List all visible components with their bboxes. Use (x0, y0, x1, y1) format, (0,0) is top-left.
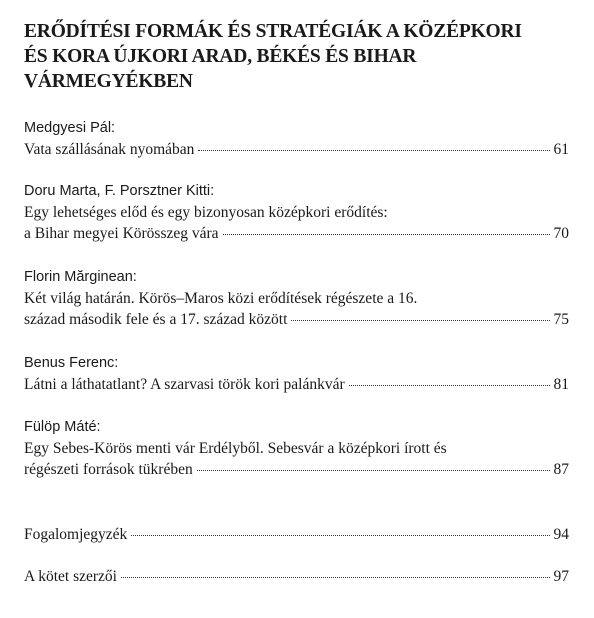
toc-author: Doru Marta, F. Porsztner Kitti: (24, 183, 215, 199)
toc-page-number: 94 (553, 526, 569, 543)
toc-entry-marginean[interactable] (24, 267, 569, 330)
toc-title-text: A kötet szerzői (24, 568, 117, 585)
toc-title-line (24, 139, 569, 160)
toc-page-number: 87 (553, 461, 569, 478)
toc-author: Benus Ferenc: (24, 355, 119, 371)
dot-leader (291, 320, 549, 321)
toc-page-number: 75 (553, 311, 569, 328)
toc-page-number: 61 (553, 141, 569, 158)
toc-title-line (24, 524, 569, 545)
toc-author: Medgyesi Pál: (24, 120, 116, 136)
toc-title-text: Vata szállásának nyomában (24, 141, 195, 158)
toc-title-line: Két világ határán. Körös–Maros közi erődítések régészete a 16. (24, 290, 418, 307)
toc-title-line (24, 374, 569, 395)
dot-leader (198, 150, 549, 151)
toc-title-text: század második fele és a 17. század között (24, 311, 288, 328)
toc-entry-fulop[interactable] (24, 417, 569, 480)
toc-title-text: régészeti források tükrében (24, 461, 193, 478)
dot-leader (131, 535, 549, 536)
toc-page-number: 97 (553, 568, 569, 585)
toc-title-line: Egy Sebes-Körös menti vár Erdélyből. Sebesvár a középkori írott és (24, 440, 447, 457)
toc-page-number: 70 (553, 225, 569, 242)
toc-title-text: a Bihar megyei Körösszeg vára (24, 225, 219, 242)
dot-leader (121, 577, 550, 578)
toc-entry-authors[interactable] (24, 566, 569, 587)
toc-title-text: Fogalomjegyzék (24, 526, 128, 543)
toc-author: Florin Mărginean: (24, 269, 137, 285)
toc-title-line (24, 566, 569, 587)
toc-entry-marta[interactable] (24, 181, 569, 244)
toc-title-line: Egy lehetséges előd és egy bizonyosan középkori erődítés: (24, 204, 388, 221)
section-title-line: VÁRMEGYÉKBEN (24, 71, 193, 92)
section-title-line: ERŐDÍTÉSI FORMÁK ÉS STRATÉGIÁK A KÖZÉPKORI (24, 21, 522, 42)
toc-entry-medgyesi[interactable] (24, 118, 569, 160)
dot-leader (197, 470, 550, 471)
toc-title-text: Látni a láthatatlant? A szarvasi török kori palánkvár (24, 376, 345, 393)
toc-author: Fülöp Máté: (24, 419, 101, 435)
dot-leader (223, 234, 550, 235)
toc-title-line (24, 223, 569, 244)
dot-leader (349, 385, 550, 386)
toc-title-line (24, 459, 569, 480)
toc-title-line (24, 309, 569, 330)
toc-page-number: 81 (553, 376, 569, 393)
section-title-line: ÉS KORA ÚJKORI ARAD, BÉKÉS ÉS BIHAR (24, 46, 417, 67)
toc-entry-glossary[interactable] (24, 524, 569, 545)
section-title (24, 19, 564, 94)
toc-entry-benus[interactable] (24, 353, 569, 395)
